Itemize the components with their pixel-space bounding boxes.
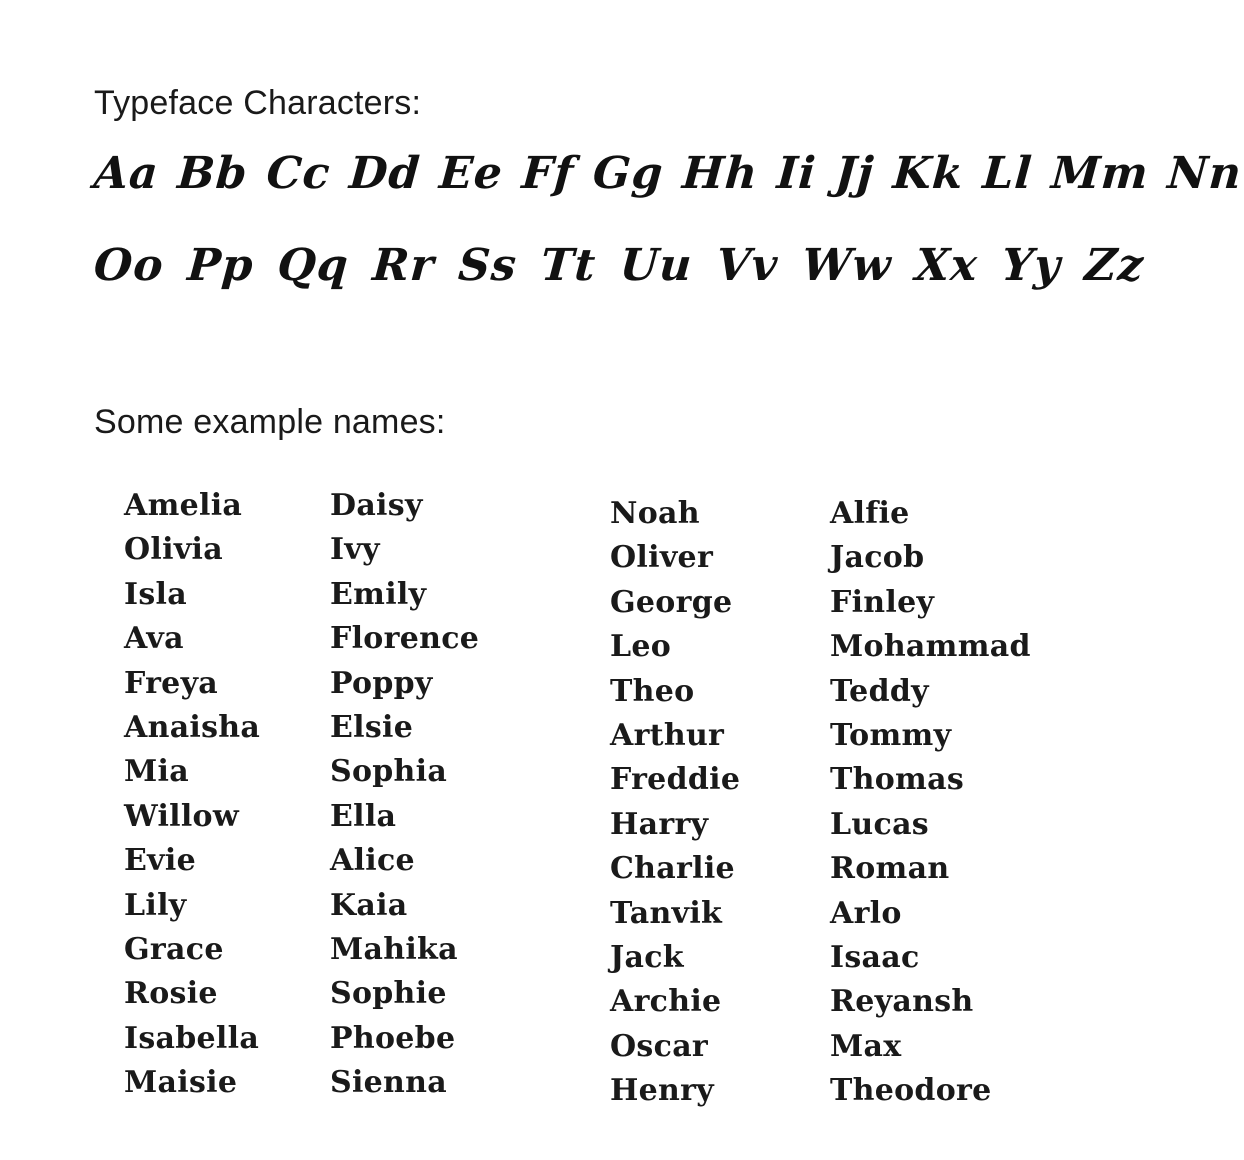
example-name: Kaia <box>330 887 408 923</box>
example-name: Arthur <box>610 717 725 753</box>
alphabet-row-a-to-n <box>92 148 1243 199</box>
glyph-pair: Xx <box>913 240 980 291</box>
example-name: Freddie <box>610 762 741 798</box>
glyph-pair: Pp <box>185 240 256 291</box>
glyph-pair: Bb <box>175 148 250 199</box>
example-name: Isaac <box>830 939 920 975</box>
example-name: Poppy <box>330 665 433 701</box>
example-name: Isla <box>124 576 187 612</box>
example-name: Thomas <box>830 762 965 798</box>
example-name: Lucas <box>830 806 929 842</box>
example-name: Tommy <box>830 717 952 753</box>
example-name: Oscar <box>610 1028 709 1064</box>
glyph-pair: Aa <box>92 148 161 199</box>
glyph-pair: Ss <box>456 240 519 291</box>
glyph-pair: Dd <box>347 148 423 199</box>
example-name: Emily <box>330 576 427 612</box>
example-name: Noah <box>610 496 700 531</box>
glyph-pair: Mm <box>1049 148 1151 199</box>
example-name: Archie <box>610 984 722 1020</box>
example-name: Reyansh <box>830 984 974 1020</box>
example-name: Finley <box>830 584 935 620</box>
example-name: Willow <box>124 798 239 834</box>
example-name: Lily <box>124 887 187 923</box>
glyph-pair: Uu <box>618 240 695 291</box>
example-name: Amelia <box>124 488 243 523</box>
example-name: Ella <box>330 798 397 834</box>
example-name: Jacob <box>830 540 925 576</box>
glyph-pair: Ww <box>800 240 894 291</box>
example-name: Henry <box>610 1073 714 1109</box>
alphabet-row-o-to-z <box>92 240 1145 291</box>
glyph-pair: Ll <box>980 148 1035 199</box>
example-name: Roman <box>830 851 950 887</box>
example-name: Theodore <box>830 1073 992 1109</box>
example-name: Sienna <box>330 1065 448 1101</box>
example-name: Olivia <box>124 532 223 568</box>
glyph-pair: Ii <box>775 148 819 199</box>
example-name: Grace <box>124 931 224 967</box>
glyph-pair: Hh <box>680 148 760 199</box>
glyph-pair: Qq <box>275 240 351 291</box>
glyph-pair: Zz <box>1082 240 1146 291</box>
glyph-pair: Cc <box>264 148 333 199</box>
glyph-pair: Ee <box>437 148 505 199</box>
glyph-pair: Yy <box>999 240 1063 291</box>
glyph-pair: Kk <box>891 148 966 199</box>
example-name: Isabella <box>124 1020 260 1056</box>
example-name: Theo <box>610 673 695 709</box>
example-name: Mohammad <box>830 629 1031 665</box>
example-name: Mia <box>124 754 189 790</box>
example-name: Harry <box>610 806 709 842</box>
example-name: Anaisha <box>124 709 261 745</box>
example-name: Ava <box>124 621 184 657</box>
names-column-3 <box>610 494 740 1115</box>
example-name: Ivy <box>330 532 380 568</box>
names-column-4 <box>830 494 1031 1115</box>
glyph-pair: Gg <box>591 148 666 199</box>
example-name: Teddy <box>830 673 929 709</box>
typeface-characters-heading: Typeface Characters: <box>94 84 422 122</box>
glyph-pair: Nn <box>1165 148 1244 199</box>
glyph-pair: Jj <box>833 148 876 199</box>
names-column-2 <box>330 486 479 1107</box>
example-name: Mahika <box>330 931 458 967</box>
example-name: Rosie <box>124 976 218 1012</box>
example-name: Daisy <box>330 488 423 523</box>
example-name: George <box>610 584 733 620</box>
example-name: Phoebe <box>330 1020 456 1056</box>
example-name: Oliver <box>610 540 714 576</box>
example-name: Elsie <box>330 709 414 745</box>
example-name: Tanvik <box>610 895 723 931</box>
example-name: Sophia <box>330 754 448 790</box>
example-name: Charlie <box>610 851 735 887</box>
glyph-pair: Rr <box>370 240 437 291</box>
example-name: Arlo <box>830 895 902 931</box>
example-name: Florence <box>330 621 480 657</box>
glyph-pair: Ff <box>520 148 576 199</box>
example-name: Evie <box>124 843 196 879</box>
example-name: Leo <box>610 629 672 665</box>
glyph-pair: Tt <box>539 240 598 291</box>
example-names-heading: Some example names: <box>94 403 446 441</box>
glyph-pair: Vv <box>714 240 780 291</box>
names-column-1 <box>124 486 260 1107</box>
glyph-pair: Oo <box>92 240 166 291</box>
example-name: Maisie <box>124 1065 238 1101</box>
example-name: Freya <box>124 665 219 701</box>
example-name: Max <box>830 1028 902 1064</box>
example-name: Sophie <box>330 976 447 1012</box>
example-name: Jack <box>610 939 684 975</box>
example-name: Alfie <box>830 496 910 531</box>
example-name: Alice <box>330 843 415 879</box>
